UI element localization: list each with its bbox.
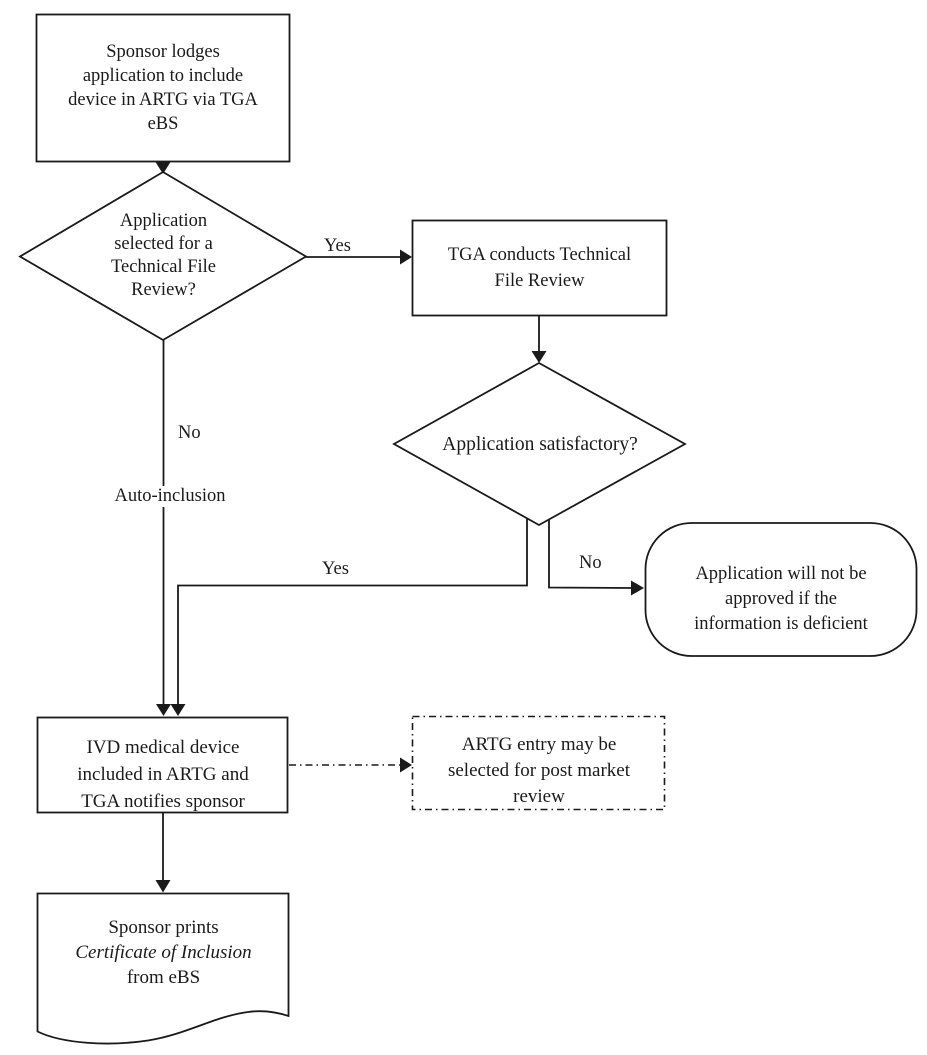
text-line: approved if the (725, 589, 837, 609)
text-line: device in ARTG via TGA (68, 90, 258, 110)
text-line: TGA notifies sponsor (81, 791, 245, 812)
text-line: from eBS (126, 967, 201, 988)
edge-label-no-satisfactory: No (579, 553, 602, 573)
text-line: ARTG entry may be (461, 734, 617, 755)
text-line-italic: Certificate of Inclusion (75, 942, 252, 963)
text-line: Technical File (110, 257, 217, 277)
text-line: information is deficient (694, 614, 868, 634)
arrowhead-included-to-post-market (400, 758, 412, 773)
certificate-node-label (37, 900, 290, 1005)
arrowhead-yes-to-included (171, 704, 186, 716)
text-line: eBS (147, 114, 179, 134)
not-approved-node-label (645, 523, 917, 656)
text-line: included in ARTG and (77, 764, 249, 785)
text-line: Sponsor prints (108, 917, 219, 938)
arrowhead-included-to-certificate (156, 880, 171, 893)
edge-label-yes-satisfactory: Yes (322, 559, 349, 579)
text-line: IVD medical device (86, 737, 240, 758)
text-line: selected for a (114, 234, 213, 254)
decision1-node-label (20, 172, 307, 340)
edge-yes-to-included (178, 518, 527, 705)
text-line: Application satisfactory? (442, 433, 638, 455)
edge-label-yes-review: Yes (324, 236, 351, 256)
text-line: Application (119, 211, 208, 231)
post-market-node-label (413, 717, 665, 809)
text-line: Sponsor lodges (106, 42, 220, 62)
text-line: File Review (494, 271, 585, 291)
text-line: Review? (131, 280, 196, 300)
text-line: application to include (82, 66, 244, 86)
text-line: review (513, 786, 565, 807)
text-line: Application will not be (695, 564, 867, 584)
start-node-label (36, 14, 290, 162)
edge-label-no-review: No (178, 423, 201, 443)
arrowhead-yes-to-review (400, 250, 412, 265)
decision2-node-label (394, 363, 686, 525)
arrowhead-no-to-not-approved (631, 581, 644, 596)
edge-label-auto-inclusion: Auto-inclusion (96, 486, 244, 507)
arrowhead-review-to-decision2 (532, 351, 547, 363)
text-line: TGA conducts Technical (447, 245, 632, 265)
review-node-label (412, 220, 667, 316)
text-line: selected for post market (447, 760, 630, 781)
arrowhead-auto-inclusion (156, 704, 171, 716)
included-node-label (38, 718, 288, 812)
